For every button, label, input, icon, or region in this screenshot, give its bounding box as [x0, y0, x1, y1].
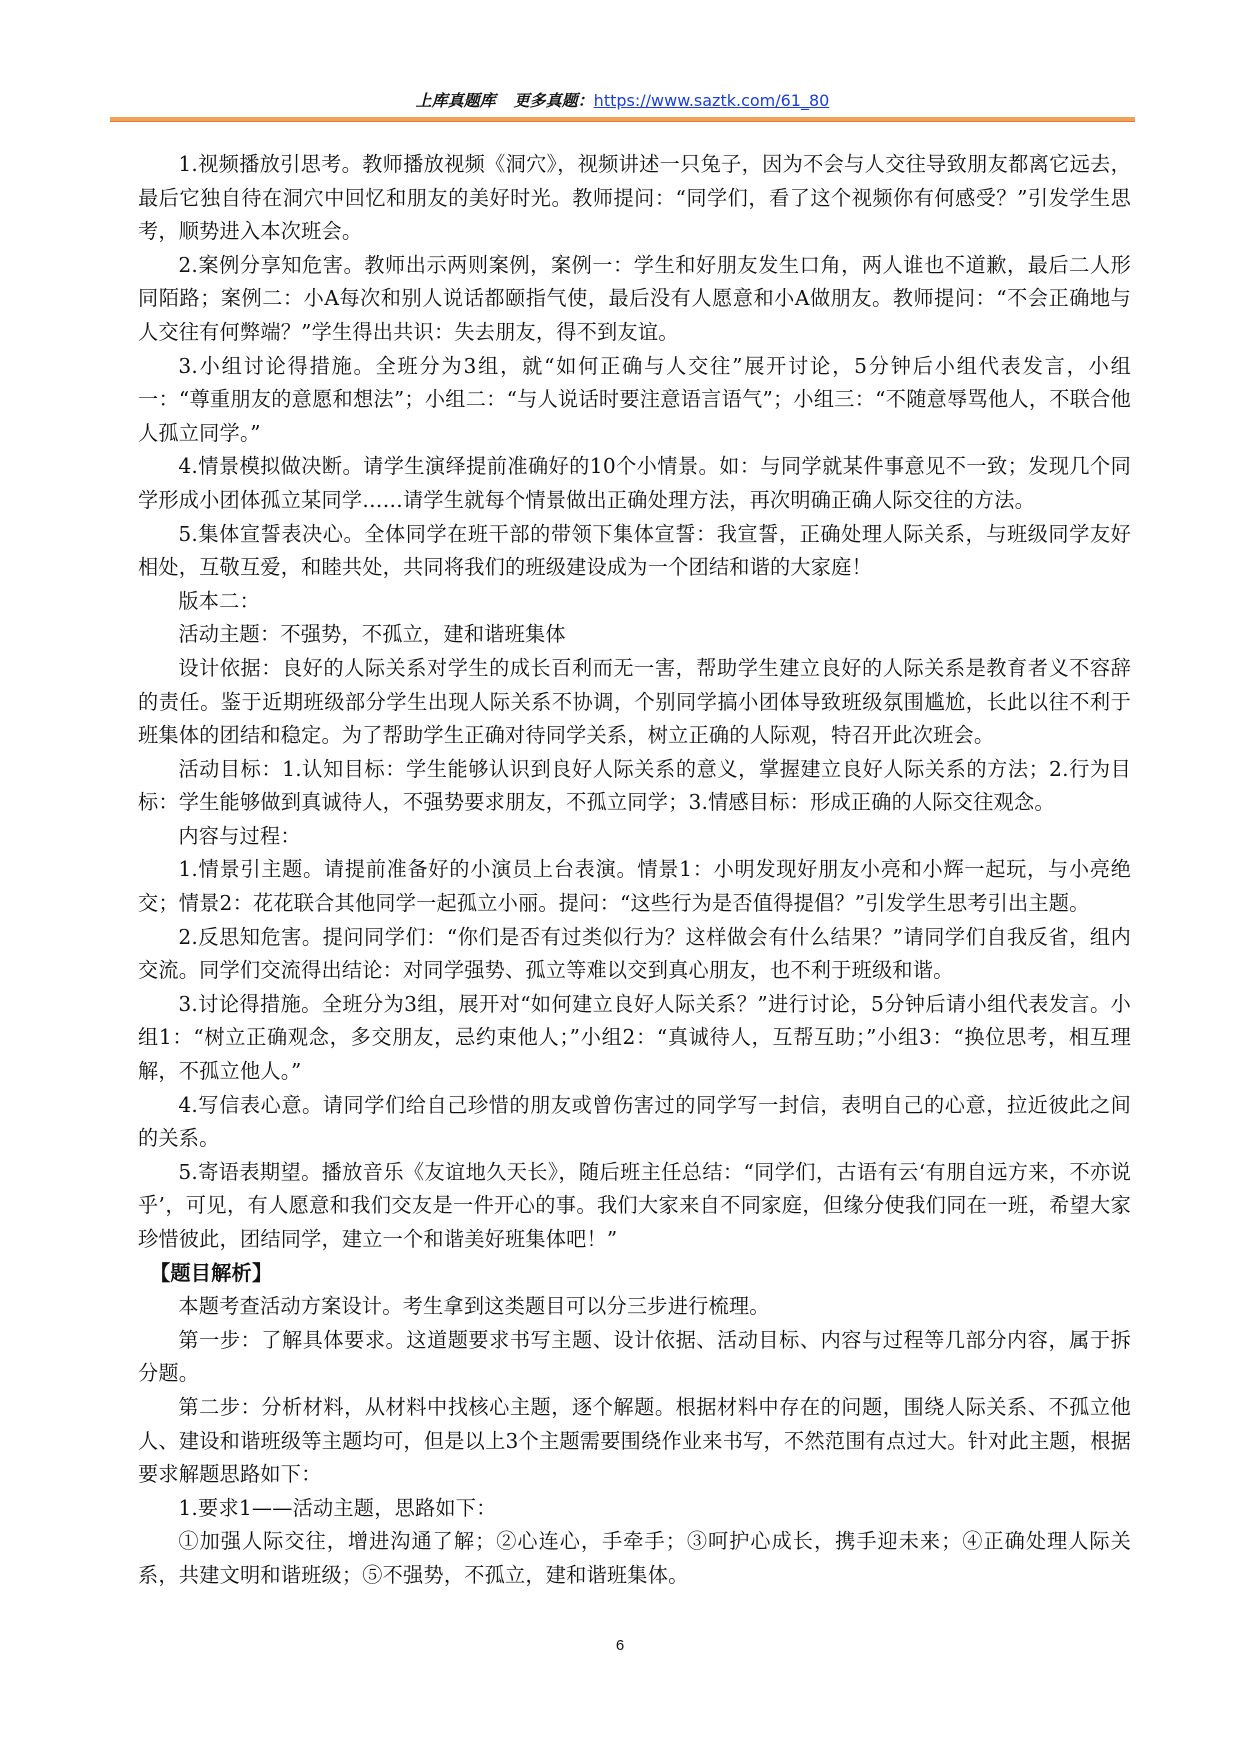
paragraph: 5.寄语表期望。播放音乐《友谊地久天长》，随后班主任总结：“同学们，古语有云‘有朋自远方来，不亦说乎’，可见，有人愿意和我们交友是一件开心的事。我们大家来自不同家庭，但缘分使我们同在一班，希望大家珍惜彼此，团结同学，建立一个和谐美好班集体吧！”: [138, 1159, 1131, 1251]
paragraph: 2.反思知危害。提问同学们：“你们是否有过类似行为？这样做会有什么结果？”请同学们自我反省，组内交流。同学们交流得出结论：对同学强势、孤立等难以交到真心朋友，也不利于班级和谐。: [138, 924, 1131, 983]
section-heading: 【题目解析】: [150, 1260, 273, 1285]
page-header: [110, 88, 1135, 118]
paragraph: 3.讨论得措施。全班分为3组，展开对“如何建立良好人际关系？”进行讨论，5分钟后请小组代表发言。小组1：“树立正确观念，多交朋友，忌约束他人；”小组2：“真诚待人，互帮互助；”小组3：“换位思考，相互理解，不孤立他人。”: [138, 991, 1131, 1084]
page-number: 6: [615, 1637, 625, 1654]
document-body: [138, 148, 1131, 1593]
paragraph: 活动目标：1.认知目标：学生能够认识到良好人际关系的意义，掌握建立良好人际关系的方法；2.行为目标：学生能够做到真诚待人，不强势要求朋友，不孤立同学；3.情感目标：形成正确的人际交往观念。: [138, 756, 1131, 815]
analysis-paragraph: ①加强人际交往，增进沟通了解；②心连心，手牵手；③呵护心成长，携手迎未来；④正确处理人际关系，共建文明和谐班级；⑤不强势，不孤立，建和谐班集体。: [138, 1529, 1131, 1587]
header-brand: 上库真题库: [415, 91, 496, 110]
paragraph: 版本二：: [178, 588, 260, 613]
header-link[interactable]: https://www.saztk.com/61_80: [593, 91, 830, 110]
paragraph: 内容与过程：: [178, 823, 301, 848]
paragraph: 4.写信表心意。请同学们给自己珍惜的朋友或曾伤害过的同学写一封信，表明自己的心意，拉近彼此之间的关系。: [138, 1092, 1131, 1151]
header-more-label: 更多真题：: [513, 91, 594, 110]
analysis-paragraph: 第一步：了解具体要求。这道题要求书写主题、设计依据、活动目标、内容与过程等几部分内容，属于拆分题。: [138, 1327, 1131, 1386]
paragraph: 1.情景引主题。请提前准备好的小演员上台表演。情景1：小明发现好朋友小亮和小辉一起玩，与小亮绝交；情景2：花花联合其他同学一起孤立小丽。提问：“这些行为是否值得提倡？”引发学生思考引出主题。: [138, 857, 1131, 916]
paragraph: 活动主题：不强势，不孤立，建和谐班集体: [178, 622, 566, 647]
analysis-paragraph: 1.要求1——活动主题，思路如下：: [178, 1495, 497, 1520]
paragraph: 5.集体宣誓表决心。全体同学在班干部的带领下集体宣誓：我宣誓，正确处理人际关系，与班级同学友好相处，互敬互爱，和睦共处，共同将我们的班级建设成为一个团结和谐的大家庭！: [138, 521, 1131, 580]
paragraph: 1.视频播放引思考。教师播放视频《洞穴》，视频讲述一只兔子，因为不会与人交往导致朋友都离它远去，最后它独自待在洞穴中回忆和朋友的美好时光。教师提问：“同学们，看了这个视频你有何感受？”引发学生思考，顺势进入本次班会。: [138, 152, 1131, 244]
paragraph: 3.小组讨论得措施。全班分为3组，就“如何正确与人交往”展开讨论，5分钟后小组代表发言，小组一：“尊重朋友的意愿和想法”；小组二：“与人说话时要注意语言语气”；小组三：“不随意辱骂他人，不联合他人孤立同学。”: [138, 353, 1131, 445]
header-divider: [110, 117, 1135, 122]
paragraph: 设计依据：良好的人际关系对学生的成长百利而无一害，帮助学生建立良好的人际关系是教育者义不容辞的责任。鉴于近期班级部分学生出现人际关系不协调，个别同学搞小团体导致班级氛围尴尬，长此以往不利于班集体的团结和稳定。为了帮助学生正确对待同学关系，树立正确的人际观，特召开此次班会。: [138, 655, 1131, 748]
analysis-paragraph: 本题考查活动方案设计。考生拿到这类题目可以分三步进行梳理。: [178, 1294, 770, 1319]
paragraph: 4.情景模拟做决断。请学生演绎提前准确好的10个小情景。如：与同学就某件事意见不一致；发现几个同学形成小团体孤立某同学……请学生就每个情景做出正确处理方法，再次明确正确人际交往的方法。: [138, 454, 1131, 512]
analysis-paragraph: 第二步：分析材料，从材料中找核心主题，逐个解题。根据材料中存在的问题，围绕人际关系、不孤立他人、建设和谐班级等主题均可，但是以上3个主题需要围绕作业来书写，不然范围有点过大。针对此主题，根据要求解题思路如下：: [138, 1394, 1131, 1487]
paragraph: 2.案例分享知危害。教师出示两则案例，案例一：学生和好朋友发生口角，两人谁也不道歉，最后二人形同陌路；案例二：小A每次和别人说话都颐指气使，最后没有人愿意和小A做朋友。教师提问：“不会正确地与人交往有何弊端？”学生得出共识：失去朋友，得不到友谊。: [138, 252, 1131, 344]
